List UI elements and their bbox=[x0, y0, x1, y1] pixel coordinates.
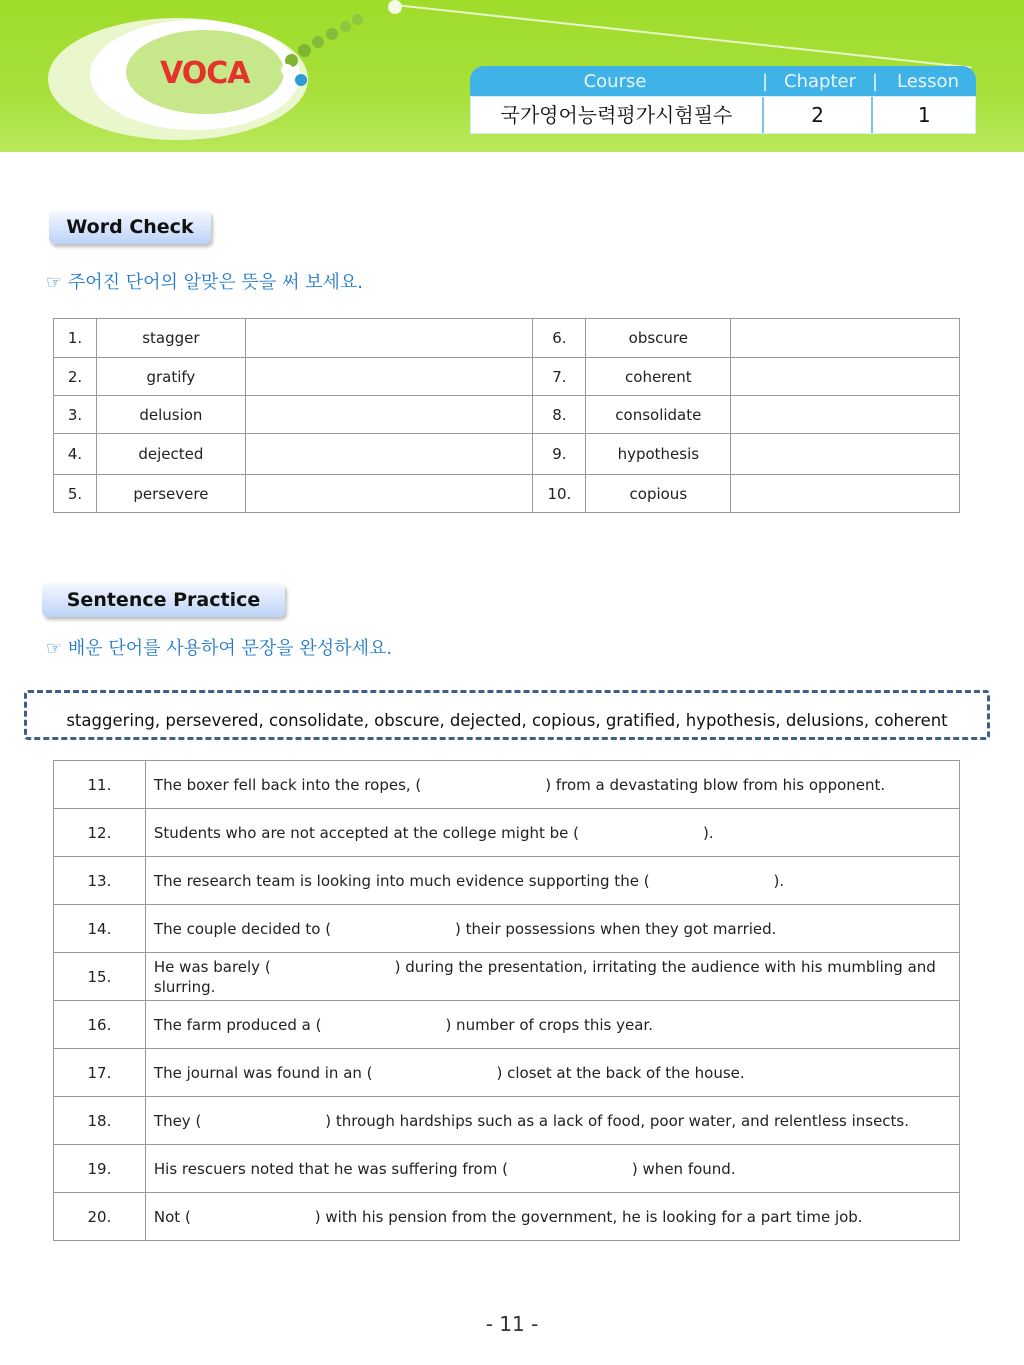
word-number: 7. bbox=[533, 358, 586, 396]
meaning-blank[interactable] bbox=[731, 434, 960, 475]
word-number: 3. bbox=[54, 396, 97, 434]
sentence-number: 20. bbox=[54, 1193, 146, 1241]
sentence-row bbox=[54, 905, 960, 953]
meaning-blank[interactable] bbox=[245, 396, 533, 434]
sentence-text: Not ( ) with his pension from the government, he is looking for a part time job. bbox=[145, 1193, 959, 1241]
course-value: 국가영어능력평가시험필수 bbox=[471, 97, 764, 133]
lesson-label: Lesson bbox=[897, 70, 959, 92]
decorative-dot bbox=[281, 64, 293, 76]
word-term: delusion bbox=[96, 396, 245, 434]
decorative-dot bbox=[340, 21, 351, 32]
decorative-dot bbox=[326, 28, 338, 40]
lesson-value: 1 bbox=[917, 103, 931, 127]
meaning-blank[interactable] bbox=[245, 358, 533, 396]
sentence-row bbox=[54, 1145, 960, 1193]
word-check-row bbox=[54, 358, 960, 396]
word-number: 1. bbox=[54, 319, 97, 358]
word-term: hypothesis bbox=[586, 434, 731, 475]
word-number: 8. bbox=[533, 396, 586, 434]
word-check-title: Word Check bbox=[49, 210, 211, 244]
word-term: copious bbox=[586, 475, 731, 513]
course-info-values bbox=[470, 96, 976, 134]
sentence-text: They ( ) through hardships such as a lack of food, poor water, and relentless insects. bbox=[145, 1097, 959, 1145]
sentence-text: The farm produced a ( ) number of crops this year. bbox=[145, 1001, 959, 1049]
course-info-header bbox=[470, 66, 976, 96]
word-check-row bbox=[54, 396, 960, 434]
voca-logo: VOCA bbox=[160, 56, 250, 91]
header-separator: | bbox=[871, 70, 879, 92]
sentence-text: The research team is looking into much evidence supporting the ( ). bbox=[145, 857, 959, 905]
word-number: 5. bbox=[54, 475, 97, 513]
meaning-blank[interactable] bbox=[731, 396, 960, 434]
word-term: coherent bbox=[586, 358, 731, 396]
sentence-number: 17. bbox=[54, 1049, 146, 1097]
sentence-number: 16. bbox=[54, 1001, 146, 1049]
sentence-text: His rescuers noted that he was suffering from ( ) when found. bbox=[145, 1145, 959, 1193]
sentence-number: 15. bbox=[54, 953, 146, 1001]
sentence-text: The boxer fell back into the ropes, ( ) from a devastating blow from his opponent. bbox=[145, 761, 959, 809]
word-term: dejected bbox=[96, 434, 245, 475]
sentence-row bbox=[54, 1049, 960, 1097]
meaning-blank[interactable] bbox=[731, 358, 960, 396]
sentence-text: The journal was found in an ( ) closet at the back of the house. bbox=[145, 1049, 959, 1097]
header-banner bbox=[0, 0, 1024, 152]
word-check-row bbox=[54, 319, 960, 358]
sentence-practice-title: Sentence Practice bbox=[42, 583, 285, 617]
sentence-number: 13. bbox=[54, 857, 146, 905]
sentence-number: 14. bbox=[54, 905, 146, 953]
word-term: gratify bbox=[96, 358, 245, 396]
meaning-blank[interactable] bbox=[245, 475, 533, 513]
course-info-box bbox=[470, 66, 976, 134]
decorative-dot bbox=[352, 14, 363, 25]
decorative-dot bbox=[312, 36, 324, 48]
decorative-dot bbox=[388, 0, 402, 14]
word-term: obscure bbox=[586, 319, 731, 358]
sentence-number: 18. bbox=[54, 1097, 146, 1145]
sentence-number: 12. bbox=[54, 809, 146, 857]
page-number: - 11 - bbox=[485, 1312, 539, 1336]
word-check-instruction: ☞ 주어진 단어의 알맞은 뜻을 써 보세요. bbox=[46, 272, 364, 293]
word-check-row bbox=[54, 475, 960, 513]
word-term: consolidate bbox=[586, 396, 731, 434]
meaning-blank[interactable] bbox=[245, 434, 533, 475]
meaning-blank[interactable] bbox=[245, 319, 533, 358]
word-number: 6. bbox=[533, 319, 586, 358]
decorative-dot bbox=[298, 44, 311, 57]
sentence-number: 11. bbox=[54, 761, 146, 809]
decorative-line bbox=[395, 4, 972, 69]
sentence-row bbox=[54, 761, 960, 809]
word-check-table bbox=[53, 318, 960, 513]
sentence-practice-table bbox=[53, 760, 960, 1241]
header-separator: | bbox=[761, 70, 769, 92]
word-term: stagger bbox=[96, 319, 245, 358]
meaning-blank[interactable] bbox=[731, 475, 960, 513]
sentence-text: The couple decided to ( ) their possessions when they got married. bbox=[145, 905, 959, 953]
sentence-row bbox=[54, 809, 960, 857]
sentence-row bbox=[54, 1097, 960, 1145]
word-check-row bbox=[54, 434, 960, 475]
sentence-number: 19. bbox=[54, 1145, 146, 1193]
sentence-text: He was barely ( ) during the presentation, irritating the audience with his mumbling and slurring. bbox=[145, 953, 959, 1001]
word-number: 2. bbox=[54, 358, 97, 396]
word-term: persevere bbox=[96, 475, 245, 513]
word-number: 9. bbox=[533, 434, 586, 475]
chapter-value: 2 bbox=[764, 97, 874, 133]
chapter-label: Chapter bbox=[784, 70, 856, 92]
sentence-row bbox=[54, 857, 960, 905]
word-number: 4. bbox=[54, 434, 97, 475]
word-bank-box: staggering, persevered, consolidate, obscure, dejected, copious, gratified, hypothesis, delusions, coherent bbox=[24, 690, 990, 740]
sentence-row bbox=[54, 1001, 960, 1049]
meaning-blank[interactable] bbox=[731, 319, 960, 358]
sentence-text: Students who are not accepted at the college might be ( ). bbox=[145, 809, 959, 857]
sentence-row bbox=[54, 1193, 960, 1241]
course-label: Course bbox=[583, 70, 647, 92]
sentence-row bbox=[54, 953, 960, 1001]
sentence-practice-instruction: ☞ 배운 단어를 사용하여 문장을 완성하세요. bbox=[46, 638, 393, 659]
word-number: 10. bbox=[533, 475, 586, 513]
decorative-dot bbox=[295, 74, 307, 86]
